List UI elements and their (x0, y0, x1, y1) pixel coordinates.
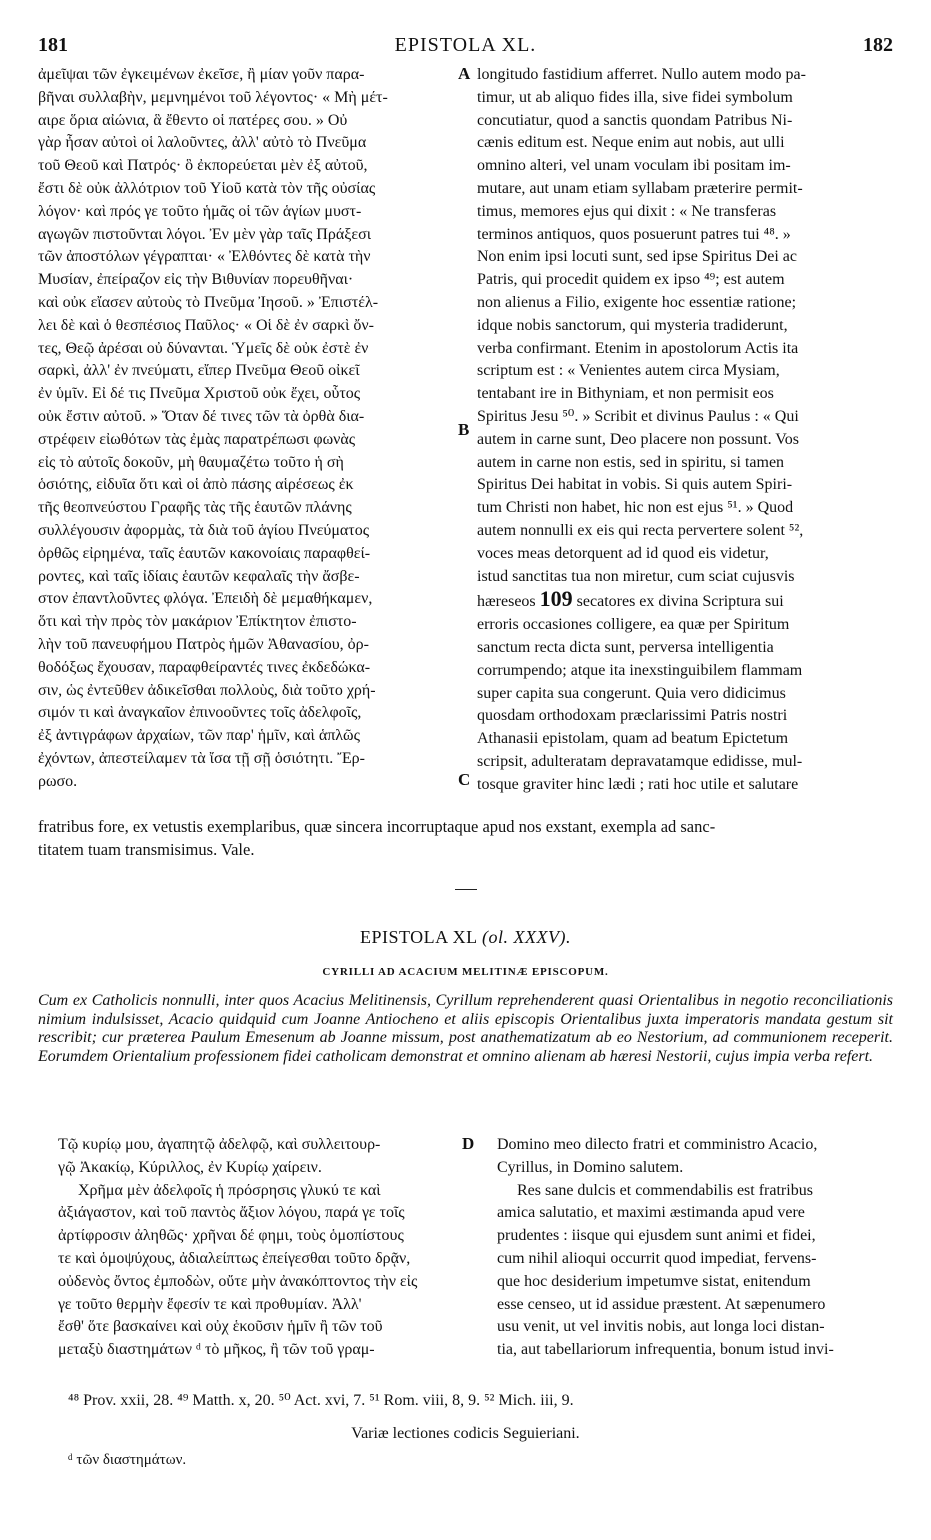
greek-variant: ᵈ τῶν διαστημάτων. (68, 1452, 187, 1468)
latin-line: autem nonnulli ex eis qui recta pervertere solent ⁵², (477, 521, 804, 539)
latin-line: terminos antiquos, quos posuerunt patres tui ⁴⁸. » (477, 225, 791, 243)
latin-line: longitudo fastidium afferret. Nullo autem modo pa- (477, 66, 806, 83)
latin-line: Spiritus Dei habitat in vobis. Si quis autem Spiri- (477, 476, 793, 494)
greek-column-2 (58, 1134, 456, 1362)
greek-line: θοδόξως ἔχουσαν, παραφθείραντές τινες ἐκδεδώκα- (38, 658, 371, 676)
latin-line: super capita sua congerunt. Quia vero didicimus (477, 684, 786, 702)
greek-line: γε τοῦτο θερμὴν ἔφεσίν τε καὶ προθυμίαν. Ἀλλ' (58, 1295, 362, 1313)
latin-line: que hoc desiderium impetumve sistat, enitendum (497, 1272, 811, 1290)
greek-line: τες, Θεῷ ἀρέσαι οὐ δύνανται. Ὑμεῖς δὲ οὐκ ἐστὲ ἐν (38, 339, 369, 357)
greek-line: ἀρτίφροσιν ἀληθῶς· χρῆναι δέ φημι, τοὺς ὁμοπίστους (58, 1227, 404, 1245)
latin-column (477, 64, 893, 797)
latin-line: cænis editum est. Neque enim aut nobis, aut ulli (477, 134, 785, 152)
latin-line: tentabant ire in Bithyniam, et non permisit eos (477, 385, 774, 403)
greek-line: γῷ Ἀκακίῳ, Κύριλλος, ἐν Κυρίῳ χαίρειν. (58, 1158, 322, 1176)
latin-line: sanctum recta dicta sunt, perversa intelligentia (477, 638, 774, 656)
latin-line: tum Christi non habet, hic non est ejus ⁵¹. » Quod (477, 499, 794, 517)
greek-line: λόγον· καὶ πρός γε τοῦτο ἡμᾶς οἱ τῶν ἁγίων μυστ- (38, 202, 362, 220)
greek-column (38, 64, 456, 794)
latin-line: tosque graviter hinc lædi ; rati hoc utile et salutare (477, 775, 799, 793)
greek-line: στρέφειν εἰωθότων τὰς ἐμὰς παρατρέπωσι φωνὰς (38, 430, 356, 448)
latin-line: usu venit, ut vel invitis nobis, aut longa loci distan- (497, 1318, 825, 1336)
greek-line: ὅτι καὶ τὴν πρὸς τὸν μακάριον Ἐπίκτητον ἐπιστο- (38, 613, 357, 631)
latin-line: mutare, aut unam etiam syllabam præterire permit- (477, 179, 803, 197)
greek-line: σιμόν τι καὶ ἀναγκαῖον ἐπινοοῦντες τοῖς ἀδελφοῖς, (38, 704, 362, 722)
greek-line: εἰς τὸ αὐτοῖς δοκοῦν, μὴ θαυμαζέτω τοῦτο ἡ σὴ (38, 453, 344, 471)
greek-line: οὐκ ἔστιν αὐτοῦ. » Ὅταν δέ τινες τῶν τὰ ὀρθὰ δια- (38, 407, 365, 425)
latin-line: Non enim ipsi locuti sunt, sed ipse Spiritus Dei ac (477, 248, 797, 266)
greek-line: βῆναι συλλαβὴν, μεμνημένοι τοῦ λέγοντος· « Μὴ μέτ- (38, 88, 388, 106)
greek-line: οὐδενὸς ὄντος ἐμποδὼν, οὔτε μὴν ἀνακόπτοντος τὴν εἰς (58, 1272, 418, 1290)
running-title: EPISTOLA XL. (394, 34, 537, 56)
greek-line: λὴν τοῦ πανευφήμου Πατρὸς ἡμῶν Ἀθανασίου, ὀρ- (38, 635, 369, 653)
latin-column-2 (497, 1134, 893, 1362)
latin-line: autem in carne non estis, sed in spiritu, si tamen (477, 453, 785, 471)
latin-line: Cyrillus, in Domino salutem. (497, 1158, 684, 1176)
latin-line: Patris, qui procedit quidem ex ipso ⁴⁹; est autem (477, 271, 785, 289)
greek-line: Μυσίαν, ἐπείραζον εἰς τὴν Βιθυνίαν πορευθῆναι· (38, 271, 354, 289)
latin-line: tia, aut tabellariorum infrequentia, bonum istud invi- (497, 1341, 834, 1359)
right-page-number: 182 (863, 34, 893, 56)
inline-page-mark: 109 (539, 588, 573, 612)
greek-line: Τῷ κυρίῳ μου, ἀγαπητῷ ἀδελφῷ, καὶ συλλειτουρ- (58, 1136, 381, 1153)
greek-line: σιν, ὡς ἐντεῦθεν ἀδικεῖσθαι πολλοὺς, διὰ τοῦτο χρή- (38, 681, 376, 699)
closing-line-2: titatem tuam transmisimus. Vale. (38, 839, 255, 859)
greek-line: μεταξὺ διαστημάτων ᵈ τὸ μῆκος, ἢ τῶν τοῦ γραμ- (58, 1341, 375, 1359)
greek-line: ἔσθ' ὅτε βασκαίνει καὶ οὐχ ἑκοῦσιν ἡμῖν ἢ τῶν τοῦ (58, 1318, 383, 1336)
greek-line: ἐξ ἀντιγράφων ἀρχαίων, τῶν παρ' ἡμῖν, καὶ ἁπλῶς (38, 727, 360, 745)
greek-line: ρωσο. (38, 772, 78, 790)
latin-line: omnino alteri, vel unam voculam ibi positam im- (477, 157, 791, 175)
margin-marker-b: B (458, 420, 470, 439)
latin-line: voces meas detorquent ad id quod eis videtur, (477, 544, 769, 562)
greek-line: ροντες, καὶ ταῖς ἰδίαις ἑαυτῶν κεφαλαῖς τὴν ἄσβε- (38, 567, 360, 585)
greek-line: τοῦ Θεοῦ καὶ Πατρός· ὃ ἐκπορεύεται μὲν ἐξ αὐτοῦ, (38, 157, 368, 175)
latin-line: istud sanctitas tua non miretur, cum sciat cujusvis (477, 567, 795, 585)
greek-line: αγωγῶν πιστοῦνται λόγοι. Ἐν μὲν γὰρ ταῖς Πράξεσι (38, 225, 371, 243)
epistle-summary: Cum ex Catholicis nonnulli, inter quos Acacius Melitinensis, Cyrillum reprehenderent quasi Orientalibus in negotio reconciliationis nimium indulsisset, Acacio quidquid cum Joanne Antiocheno et aliis episcopis Orientalibus juxta imperatoris mandata gestum sit rescribit; cur præterea Paulum Emesenum ab Joanne missum, post anathematizatum ab eo Nestorium, ad communionem receperit. Eorumdem Orientalium professionem fidei catholicam demonstrat et omnino alienam ab hæresi Nestorii, cujus impia verba refert. (38, 992, 893, 1065)
latin-line: Domino meo dilecto fratri et comministro Acacio, (497, 1136, 818, 1153)
greek-line: συλλέγουσιν ἀφορμὰς, τὰ διὰ τοῦ ἁγίου Πνεύματος (38, 521, 370, 539)
greek-line: ὁσιότης, εἰδυῖα ὅτι καὶ οἱ ἀπὸ πάσης αἱρέσεως ἐκ (38, 476, 354, 494)
footnotes: ⁴⁸ Prov. xxii, 28. ⁴⁹ Matth. x, 20. ⁵⁰ Act. xvi, 7. ⁵¹ Rom. viii, 8, 9. ⁵² Mich. iii, 9. (68, 1392, 574, 1409)
epistle-subtitle: CYRILLI AD ACACIUM MELITINÆ EPISCOPUM. (322, 966, 609, 978)
greek-line: ἀξιάγαστον, καὶ τοῦ παντὸς ἄξιον λόγου, παρά γε τοῖς (58, 1204, 405, 1222)
margin-marker-d: D (462, 1134, 475, 1153)
latin-line: amica salutatio, et maximi æstimanda apud vere (497, 1204, 805, 1222)
greek-line: ἀμεῖψαι τῶν ἐγκειμένων ἐκεῖσε, ἢ μίαν γοῦν παρα- (38, 66, 365, 83)
latin-line: quosdam orthodoxam præclarissimi Patris nostri (477, 707, 788, 725)
variae-lectiones: Variæ lectiones codicis Seguieriani. (351, 1425, 580, 1442)
greek-line: στον ἐπαντλοῦντες φλόγα. Ἐπειδὴ δὲ μεμαθήκαμεν, (38, 590, 373, 608)
greek-line: λει δὲ καὶ ὁ θεσπέσιος Παῦλος· « Οἱ δὲ ἐν σαρκὶ ὄν- (38, 316, 374, 334)
greek-line: ἔστι δὲ οὐκ ἀλλότριον τοῦ Υἱοῦ κατὰ τὸν τῆς οὐσίας (38, 179, 376, 197)
latin-line: verba confirmant. Etenim in apostolorum Actis ita (477, 339, 799, 357)
latin-line-haereseos: hæreseos 109 secatores ex divina Scriptura sui (477, 588, 784, 612)
latin-line: concutiatur, quod a sanctis quondam Patribus Ni- (477, 111, 793, 129)
margin-marker-c: C (458, 770, 471, 789)
latin-line: cum nihil alioqui occurrit quod impediat, fervens- (497, 1249, 817, 1267)
greek-line: σαρκὶ, ἀλλ' ἐν πνεύματι, εἴπερ Πνεῦμα Θεοῦ οἰκεῖ (38, 362, 360, 380)
closing-line-1: fratribus fore, ex vetustis exemplaribus, quæ sincera incorruptaque apud nos exstant, exempla ad sanc- (38, 817, 716, 836)
latin-line: idque nobis sanctorum, qui mysteria tradiderunt, (477, 316, 788, 334)
page-header (38, 34, 893, 60)
greek-line: Χρῆμα μὲν ἀδελφοῖς ἡ πρόσρησις γλυκύ τε καὶ (78, 1181, 381, 1199)
greek-line: καὶ οὐκ εἴασεν αὐτοὺς τὸ Πνεῦμα Ἰησοῦ. » Ἐπιστέλ- (38, 293, 379, 311)
latin-line: non alienus a Filio, exigente hoc essentiæ ratione; (477, 293, 797, 311)
latin-line: erroris occasiones colligere, ea quæ per Spiritum (477, 616, 790, 634)
latin-line: prudentes : iisque qui ejusdem sunt animi et fidei, (497, 1227, 816, 1245)
greek-line: τῶν ἀποστόλων γέγραπται· « Ἐλθόντες δὲ κατὰ τὴν (38, 248, 371, 266)
latin-line: Athanasii epistolam, quam ad beatum Epictetum (477, 730, 789, 748)
latin-line: Spiritus Jesu ⁵⁰. » Scribit et divinus Paulus : « Qui (477, 407, 799, 425)
greek-line: ἐν ὑμῖν. Εἰ δέ τις Πνεῦμα Χριστοῦ οὐκ ἔχει, οὗτος (38, 385, 361, 403)
epistle-title: EPISTOLA XL (ol. XXXV). (360, 927, 571, 947)
latin-line: timus, memores ejus qui dixit : « Ne transferas (477, 202, 777, 220)
latin-line: Res sane dulcis et commendabilis est fratribus (517, 1181, 813, 1199)
latin-line: timur, ut ab aliquo fides illa, sive fidei symbolum (477, 88, 793, 106)
left-page-number: 181 (38, 34, 68, 56)
greek-line: τῆς θεοπνεύστου Γραφῆς τὰς τῆς ἑαυτῶν πλάνης (38, 499, 352, 517)
section-divider (455, 889, 477, 890)
greek-line: αιρε ὅρια αἰώνια, ἃ ἔθεντο οἱ πατέρες σου. » Οὐ (38, 111, 348, 129)
margin-marker-a: A (458, 64, 471, 83)
latin-line: scripsit, adulteratam depravatamque edidisse, mul- (477, 752, 803, 770)
greek-line: ὀρθῶς εἰρημένα, ταῖς ἑαυτῶν κακονοίαις παραφθεί- (38, 544, 371, 562)
latin-line: esse censeo, ut id assidue præstent. At sæpenumero (497, 1295, 826, 1313)
latin-line: corrumpendo; atque ita inexstinguibilem flammam (477, 661, 803, 679)
greek-line: ἐχόντων, ἀπεστείλαμεν τὰ ἴσα τῇ σῇ ὁσιότητι. Ἔρ- (38, 749, 365, 767)
latin-line: scriptum est : « Venientes autem circa Mysiam, (477, 362, 780, 380)
latin-line: autem in carne sunt, Deo placere non possunt. Vos (477, 430, 800, 448)
greek-line: τε καὶ ὁμοψύχους, ἀδιαλείπτως ἐπείγεσθαι τοῦτο δρᾷν, (58, 1249, 411, 1267)
full-width-closing (38, 816, 893, 862)
greek-line: γὰρ ἦσαν αὐτοὶ οἱ λαλοῦντες, ἀλλ' αὐτὸ τὸ Πνεῦμα (38, 134, 367, 152)
